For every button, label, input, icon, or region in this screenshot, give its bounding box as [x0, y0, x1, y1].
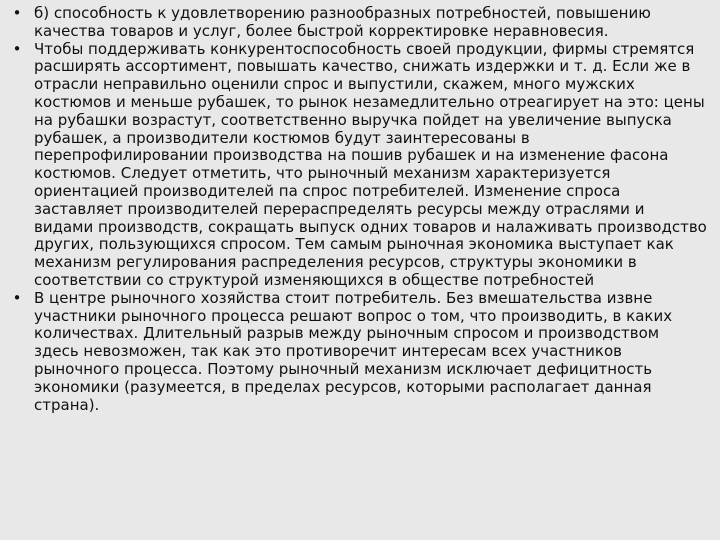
bullet-item: [8, 5, 708, 41]
bullet-item: [8, 290, 708, 415]
bullet-icon: •: [12, 288, 22, 307]
bullet-icon: •: [12, 4, 22, 22]
bullet-item: [8, 41, 708, 290]
bullet-text: В центре рыночного хозяйства стоит потребитель. Без вмешательства извне участники рыночного процесса решают вопрос о том, что производить, в каких количествах. Длительный разрыв между рыночным спросом и производством здесь невозможен, так как это противоречит интересам всех участников рыночного процесса. Поэтому рыночный механизм исключает дефицитность экономики (разумеется, в пределах ресурсов, которыми располагает данная страна).: [34, 288, 673, 414]
bullet-icon: •: [12, 39, 22, 58]
bullet-text: б) способность к удовлетворению разнообразных потребностей, повышению качества товаров и услуг, более быстрой корректировке неравновесия.: [34, 4, 651, 40]
bullet-list: [8, 5, 708, 414]
bullet-text: Чтобы поддерживать конкурентоспособность своей продукции, фирмы стремятся расширять ассортимент, повышать качество, снижать издержки и т. д. Если же в отрасли неправильно оценили спрос и выпустили, скажем, много мужских костюмов и меньше рубашек, то рынок незамедлительно отреагирует на это: цены на рубашки возрастут, соответственно выручка пойдет на увеличение выпуска рубашек, а производители костюмов будут заинтересованы в перепрофилировании производства на пошив рубашек и на изменение фасона костюмов. Следует отметить, что рыночный механизм характеризуется ориентацией производителей па спрос потребителей. Изменение спроса заставляет производителей перераспределять ресурсы между отраслями и видами производств, сокращать выпуск одних товаров и налаживать производство других, пользующихся спросом. Тем самым рыночная экономика выступает как механизм регулирования распределения ресурсов, структуры экономики в соответствии со структурой изменяющихся в обществе потребностей: [34, 39, 707, 289]
